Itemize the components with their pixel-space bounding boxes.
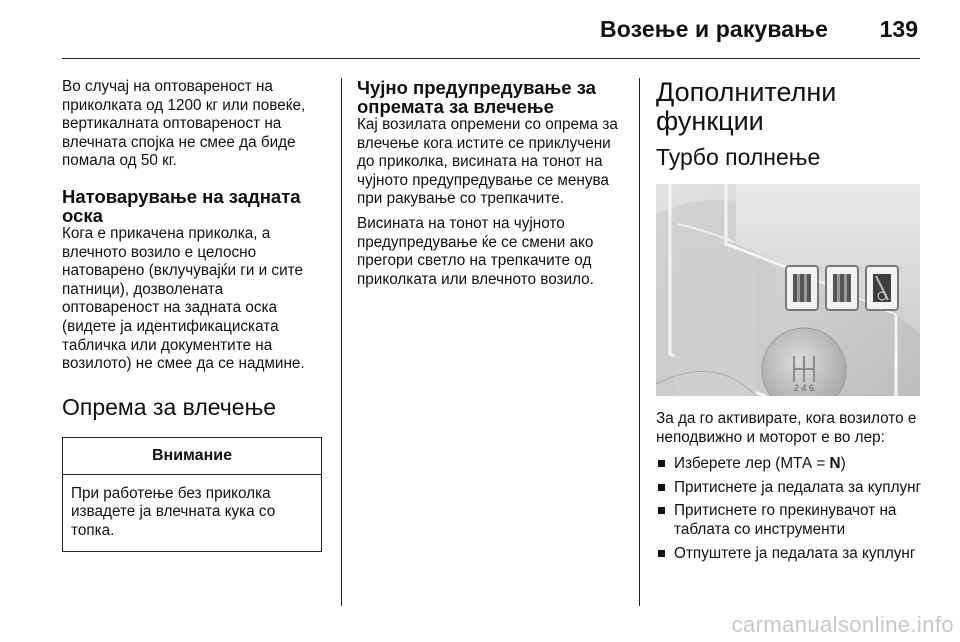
list-item: Изберете лер (МТА = N) (656, 455, 922, 474)
bullet-icon (658, 484, 665, 491)
towing-heading: Опрема за влечење (62, 393, 277, 420)
bullet-icon (658, 460, 665, 467)
steps-list (656, 455, 922, 563)
rear-axle-heading: Натоварување на задната оска (62, 185, 301, 226)
column-divider-2 (639, 78, 640, 606)
list-item: Отпуштете ја педалата за куплунг (656, 545, 922, 564)
list-item: Притиснете ја педалата за куплунг (656, 479, 922, 498)
warning-text: При работење без приколка извадете ја влечната кука со топка. (71, 484, 276, 539)
dashboard-switch-illustration (656, 184, 920, 396)
bullet-icon (658, 507, 665, 514)
illustration-svg (656, 184, 920, 396)
features-heading: Дополнителни функции (656, 77, 837, 136)
column-divider-1 (341, 78, 342, 606)
list-item: Притиснете го прекинувачот на таблата со инструменти (656, 502, 922, 539)
gear-pattern-label: 2 4 6 (794, 383, 815, 393)
signal-heading: Чујно предупредување за опремата за влечење (357, 77, 596, 117)
column-left (62, 78, 324, 552)
intro-paragraph: Во случај на оптовареност на приколката од 1200 кг или повеќе, вертикалната оптовареност на влечната спојка не смее да биде помала од 50 кг. (62, 78, 306, 170)
signal-paragraph-1: Кај возилата опремени со опрема за влечење кога истите се приклучени до приколка, висината на тонот на чујното предупредување се менува при ракување со трепкачите. (357, 116, 618, 208)
rear-axle-paragraph: Кога е прикачена приколка, а влечното возило е целосно натоварено (вклучувајќи ги и сите патници), дозволената оптовареност на задната оска (видете ја идентификациската табличка или документите на возилото) не смее да се надмине. (62, 224, 305, 373)
page-header (62, 0, 920, 59)
column-middle (357, 78, 625, 289)
watermark: carmanualsonline.info (731, 612, 954, 637)
page-title: Возење и ракување (600, 16, 828, 42)
bullet-icon (658, 550, 665, 557)
signal-paragraph-2: Висината на тонот на чујното предупредување ќе се смени ако прегори светло на трепкачите од приколката или влечното возило. (357, 214, 594, 288)
turbo-heading: Турбо полнење (656, 144, 821, 170)
column-right (656, 78, 922, 568)
page-number: 139 (879, 16, 918, 42)
warning-box (62, 437, 322, 552)
activate-paragraph: За да го активирате, кога возилото е неподвижно и моторот е во лер: (656, 410, 917, 446)
warning-title: Внимание (63, 438, 321, 475)
